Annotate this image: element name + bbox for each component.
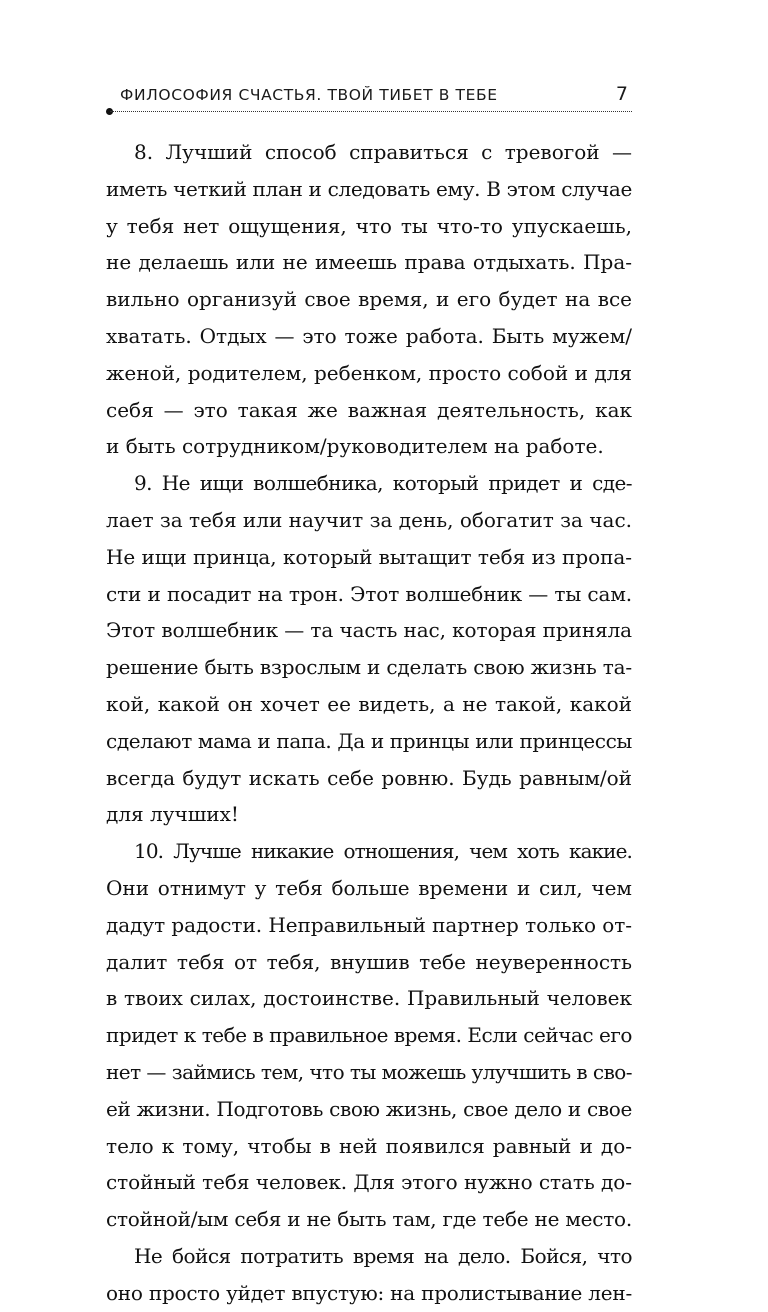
text-line: себя — это такая же важная деятельность, как: [106, 397, 632, 422]
text-line: Этот волшебник — та часть нас, которая приняла: [106, 618, 633, 643]
page-body: [106, 134, 632, 1312]
text-line: сделают мама и папа. Да и принцы или принцессы: [106, 728, 632, 753]
text-line: решение быть взрослым и сделать свою жизнь та-: [106, 655, 633, 680]
text-line: иметь четкий план и следовать ему. В этом случае: [106, 176, 632, 201]
text-line: оно просто уйдет впустую: на пролистывание лен-: [106, 1280, 632, 1305]
text-line: далит тебя от тебя, внушив тебе неуверенность: [106, 949, 632, 974]
text-line: женой, родителем, ребенком, просто собой и для: [106, 360, 632, 385]
text-line: в твоих силах, достоинстве. Правильный человек: [106, 986, 632, 1011]
text-line: и быть сотрудником/руководителем на работе.: [106, 434, 604, 459]
running-header: [106, 80, 632, 116]
text-line: сти и посадит на трон. Этот волшебник — ты сам.: [106, 581, 633, 606]
text-line: Не бойся потратить время на дело. Бойся, что: [134, 1243, 632, 1268]
text-line: Не ищи принца, который вытащит тебя из пропа-: [106, 544, 633, 569]
text-line: тело к тому, чтобы в ней появился равный и до-: [106, 1133, 632, 1158]
running-title: ФИЛОСОФИЯ СЧАСТЬЯ. ТВОЙ ТИБЕТ В ТЕБЕ: [120, 86, 498, 104]
text-line: у тебя нет ощущения, что ты что-то упускаешь,: [106, 213, 632, 238]
page-number: 7: [615, 83, 628, 105]
text-line: стойный тебя человек. Для этого нужно стать до-: [106, 1170, 632, 1195]
text-line: ей жизни. Подготовь свою жизнь, свое дело и свое: [106, 1096, 633, 1121]
header-dotted-rule: [110, 111, 632, 112]
text-line: 9. Не ищи волшебника, который придет и сде-: [134, 471, 632, 496]
text-line: 8. Лучший способ справиться с тревогой —: [134, 140, 632, 164]
text-line: хватать. Отдых — это тоже работа. Быть мужем/: [106, 323, 632, 348]
text-line: придет к тебе в правильное время. Если сейчас его: [106, 1023, 632, 1048]
text-line: дадут радости. Неправильный партнер только от-: [106, 912, 633, 937]
text-line: 10. Лучше никакие отношения, чем хоть какие.: [134, 839, 632, 864]
text-line: вильно организуй свое время, и его будет на все: [106, 287, 632, 312]
text-line: нет — займись тем, что ты можешь улучшить в сво-: [106, 1059, 633, 1084]
text-line: Они отнимут у тебя больше времени и сил, чем: [106, 875, 632, 900]
text-line: стойной/ым себя и не быть там, где тебе не место.: [106, 1207, 632, 1232]
text-line: всегда будут искать себе ровню. Будь равным/ой: [106, 765, 632, 790]
text-line: для лучших!: [106, 802, 239, 827]
text-line: не делаешь или не имеешь права отдыхать. Пра-: [106, 250, 632, 275]
text-line: лает за тебя или научит за день, обогатит за час.: [106, 507, 632, 532]
text-line: кой, какой он хочет ее видеть, а не такой, какой: [106, 691, 632, 716]
